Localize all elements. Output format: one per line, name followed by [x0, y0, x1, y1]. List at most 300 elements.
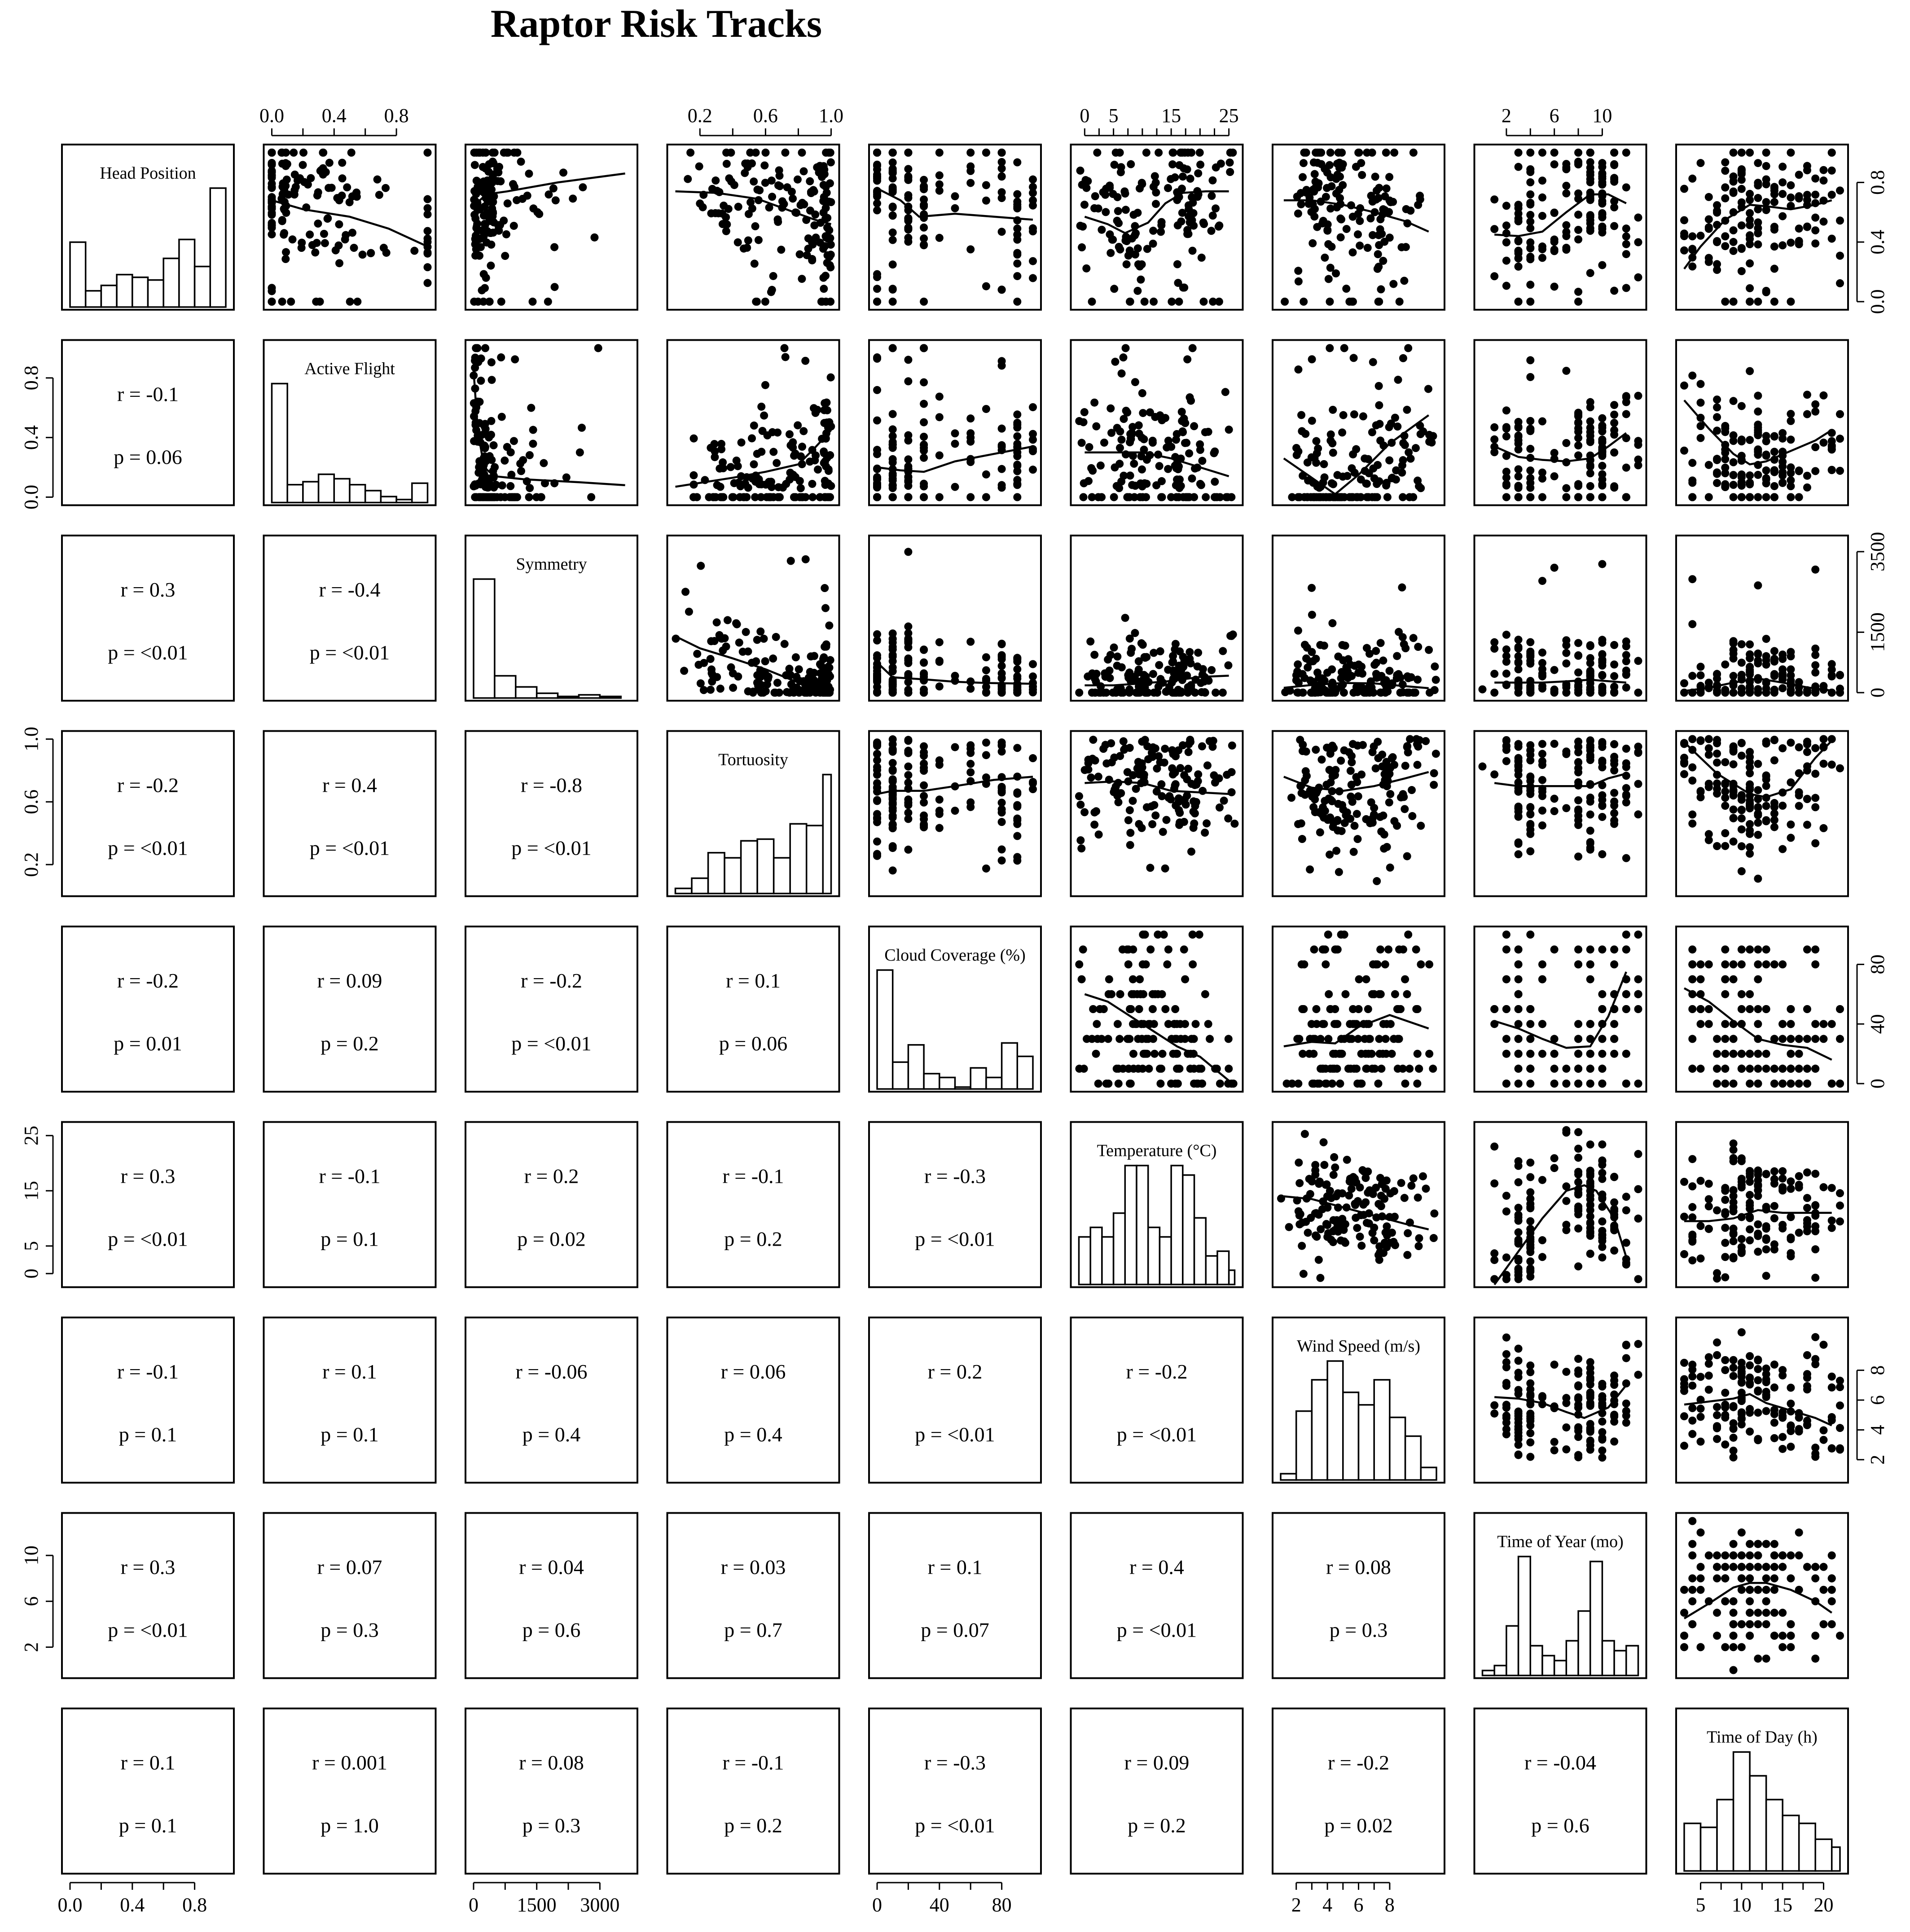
data-point: [792, 653, 800, 661]
data-point: [1431, 663, 1439, 671]
data-point: [1370, 474, 1379, 483]
data-point: [1754, 803, 1762, 811]
data-point: [1574, 452, 1582, 460]
data-point: [1173, 260, 1181, 268]
data-point: [1778, 802, 1787, 810]
hist-bar: [412, 483, 428, 502]
data-point: [1598, 560, 1606, 568]
data-point: [517, 158, 525, 166]
data-point: [1161, 1005, 1169, 1013]
data-point: [889, 689, 897, 697]
data-point: [769, 272, 777, 280]
data-point: [1116, 752, 1124, 760]
data-point: [1738, 791, 1746, 799]
data-point: [1422, 1185, 1430, 1193]
data-point: [1730, 493, 1738, 501]
data-point: [1562, 649, 1570, 657]
hist-bar: [986, 1077, 1002, 1089]
data-point: [1610, 740, 1618, 748]
panel-grid: [20, 105, 1888, 1916]
data-point: [1598, 990, 1606, 998]
data-point: [966, 493, 975, 501]
data-point: [1598, 462, 1606, 470]
data-point: [1088, 298, 1096, 306]
data-point: [1130, 460, 1138, 468]
data-point: [1172, 640, 1180, 648]
data-point: [525, 170, 533, 178]
data-point: [1190, 1080, 1198, 1088]
data-point: [1079, 223, 1087, 231]
data-point: [1697, 975, 1705, 984]
data-point: [424, 195, 432, 203]
data-point: [1502, 757, 1510, 765]
data-point: [1372, 647, 1380, 655]
data-point: [802, 555, 810, 563]
data-point: [1721, 689, 1729, 697]
data-point: [1385, 457, 1393, 465]
data-point: [1550, 283, 1559, 291]
data-point: [1713, 670, 1721, 678]
data-point: [1298, 835, 1306, 843]
data-point: [904, 799, 912, 807]
data-point: [1586, 686, 1594, 694]
data-point: [1078, 975, 1086, 984]
data-point: [1811, 645, 1819, 653]
data-point: [1634, 441, 1642, 449]
data-point: [1109, 190, 1117, 198]
data-point: [920, 799, 928, 807]
data-point: [1526, 746, 1534, 754]
data-point: [1366, 689, 1374, 697]
data-point: [1310, 212, 1318, 220]
data-point: [1387, 1020, 1395, 1028]
data-point: [1430, 1209, 1438, 1217]
hist-bar: [474, 579, 495, 698]
data-point: [1149, 227, 1157, 235]
data-point: [298, 244, 306, 252]
panel-r3-c9: [1676, 536, 1848, 701]
data-point: [1538, 960, 1546, 968]
data-point: [1490, 1005, 1498, 1013]
hist-bar: [350, 485, 365, 503]
data-point: [821, 399, 829, 407]
correlation-r: r = 0.1: [726, 969, 781, 992]
data-point: [1342, 285, 1350, 293]
data-point: [1343, 673, 1351, 681]
data-point: [685, 608, 693, 616]
data-point: [1688, 820, 1696, 828]
data-point: [1013, 820, 1021, 828]
data-point: [1383, 184, 1391, 193]
data-point: [382, 249, 391, 257]
data-point: [1502, 631, 1510, 639]
data-point: [729, 684, 737, 692]
data-point: [1770, 1080, 1778, 1088]
data-point: [1746, 763, 1754, 771]
data-point: [1201, 428, 1209, 436]
data-point: [1746, 799, 1754, 808]
data-point: [479, 298, 487, 306]
data-point: [1526, 652, 1534, 660]
data-point: [1598, 657, 1606, 665]
data-point: [1407, 455, 1415, 463]
data-point: [904, 654, 912, 663]
data-point: [1688, 476, 1696, 484]
data-point: [768, 193, 776, 201]
data-point: [751, 222, 760, 230]
data-point: [1746, 650, 1754, 659]
data-point: [1538, 788, 1546, 796]
data-point: [287, 298, 295, 306]
data-point: [1811, 668, 1819, 676]
data-point: [1354, 149, 1362, 157]
hist-bar: [908, 1045, 924, 1089]
data-point: [689, 471, 698, 479]
data-point: [1153, 689, 1161, 697]
data-point: [1819, 166, 1827, 174]
data-point: [1526, 356, 1534, 364]
data-point: [1349, 1173, 1357, 1181]
data-point: [1610, 483, 1618, 492]
data-point: [1586, 436, 1594, 444]
data-point: [1187, 847, 1195, 856]
data-point: [1224, 814, 1232, 822]
data-point: [1157, 1065, 1165, 1073]
data-point: [1102, 184, 1110, 193]
data-point: [1787, 149, 1795, 157]
data-point: [1178, 184, 1186, 193]
data-point: [1697, 663, 1705, 671]
data-point: [1538, 761, 1546, 769]
panel-frame: [1475, 926, 1647, 1092]
data-point: [774, 215, 782, 224]
data-point: [1013, 801, 1021, 809]
data-point: [1075, 689, 1083, 697]
data-point: [768, 428, 777, 436]
hist-bar: [210, 188, 226, 307]
data-point: [1502, 493, 1510, 501]
data-point: [1730, 805, 1738, 813]
data-point: [1403, 1251, 1411, 1259]
data-point: [1811, 1065, 1819, 1073]
scatter-points: [1680, 367, 1844, 501]
data-point: [1622, 657, 1630, 665]
data-point: [1787, 417, 1795, 425]
data-point: [1634, 1185, 1642, 1193]
data-point: [1114, 1020, 1122, 1028]
data-point: [966, 414, 975, 422]
data-point: [1746, 471, 1754, 479]
data-point: [700, 686, 708, 694]
data-point: [1355, 975, 1363, 984]
data-point: [559, 169, 567, 177]
data-point: [889, 493, 897, 501]
panel-r5-c7: [1273, 926, 1445, 1092]
data-point: [1688, 945, 1696, 953]
data-point: [470, 482, 478, 490]
data-point: [1137, 990, 1145, 998]
data-point: [1598, 671, 1606, 679]
data-point: [1211, 493, 1219, 501]
data-point: [342, 231, 350, 239]
data-point: [873, 796, 881, 804]
hist-bar: [1171, 1166, 1183, 1285]
data-point: [1526, 224, 1534, 232]
hist-bar: [1159, 1237, 1171, 1285]
data-point: [1770, 672, 1778, 680]
data-point: [1225, 1065, 1233, 1073]
data-point: [1417, 822, 1425, 830]
data-point: [1526, 255, 1534, 263]
data-point: [904, 377, 912, 385]
hist-bar: [955, 1087, 971, 1089]
data-point: [1343, 1156, 1351, 1164]
data-point: [1183, 493, 1191, 501]
data-point: [1013, 773, 1021, 781]
data-point: [1738, 739, 1746, 747]
data-point: [1705, 780, 1713, 788]
data-point: [1201, 829, 1209, 837]
data-point: [1795, 689, 1803, 697]
data-point: [1326, 493, 1334, 501]
data-point: [1526, 804, 1534, 812]
data-point: [1550, 160, 1559, 168]
data-point: [1417, 960, 1425, 968]
data-point: [1622, 493, 1630, 501]
data-point: [1515, 850, 1523, 858]
data-point: [889, 228, 897, 237]
data-point: [1502, 432, 1510, 440]
data-point: [1754, 657, 1762, 665]
data-point: [1586, 1141, 1594, 1149]
data-point: [1574, 1225, 1582, 1233]
data-point: [1216, 804, 1224, 812]
data-point: [1819, 218, 1827, 226]
data-point: [1803, 748, 1811, 756]
data-point: [502, 230, 510, 238]
data-point: [1574, 668, 1582, 676]
data-point: [1356, 217, 1364, 225]
data-point: [1787, 463, 1795, 471]
data-point: [529, 426, 537, 434]
data-point: [1754, 392, 1762, 400]
data-point: [889, 783, 897, 791]
hist-bar: [1125, 1166, 1137, 1285]
data-point: [1425, 646, 1433, 654]
data-point: [1209, 298, 1217, 306]
data-point: [290, 149, 298, 157]
panel-r4-c5: [869, 731, 1041, 896]
data-point: [1770, 1065, 1778, 1073]
data-point: [1562, 641, 1570, 650]
data-point: [741, 159, 749, 167]
data-point: [488, 376, 496, 384]
data-point: [1332, 847, 1340, 855]
data-point: [904, 737, 912, 745]
data-point: [1819, 176, 1827, 184]
data-point: [1762, 802, 1770, 810]
data-point: [299, 161, 307, 169]
data-point: [1730, 437, 1738, 445]
data-point: [578, 424, 586, 432]
variable-label: Symmetry: [516, 555, 587, 574]
correlation-r: r = -0.4: [319, 578, 381, 602]
data-point: [873, 161, 881, 169]
data-point: [1124, 1035, 1133, 1043]
data-point: [1138, 179, 1146, 187]
data-point: [506, 482, 514, 490]
data-point: [1622, 1080, 1630, 1088]
data-point: [1836, 279, 1844, 287]
hist-bar: [924, 1074, 940, 1089]
data-point: [1562, 1080, 1570, 1088]
data-point: [1354, 1197, 1362, 1205]
data-point: [982, 653, 990, 661]
panel-frame: [869, 1122, 1041, 1287]
data-point: [1574, 226, 1582, 234]
data-point: [1622, 233, 1630, 241]
data-point: [1730, 814, 1738, 822]
data-point: [1376, 945, 1384, 953]
data-point: [1598, 470, 1606, 479]
data-point: [1713, 238, 1721, 246]
data-point: [1634, 1150, 1642, 1158]
data-point: [1300, 674, 1308, 682]
panel-r2-c3: [465, 340, 637, 505]
data-point: [1610, 1020, 1618, 1028]
data-point: [1380, 238, 1388, 246]
hist-bar: [132, 277, 148, 307]
data-point: [1795, 791, 1803, 799]
data-point: [1738, 245, 1746, 253]
data-point: [744, 484, 752, 492]
data-point: [1343, 472, 1351, 480]
scatter-points: [1287, 735, 1440, 885]
hist-bar: [86, 291, 101, 307]
data-point: [1340, 931, 1348, 939]
panel-frame: [264, 731, 436, 896]
hist-bar: [1090, 1227, 1102, 1284]
data-point: [1515, 149, 1523, 157]
data-point: [1598, 945, 1606, 953]
panel-r6-c4: [667, 1122, 839, 1287]
data-point: [507, 448, 515, 457]
data-point: [1803, 1005, 1811, 1013]
data-point: [1219, 647, 1227, 655]
hist-bar: [823, 775, 831, 894]
data-point: [1721, 975, 1729, 984]
data-point: [693, 650, 701, 658]
data-point: [697, 562, 705, 570]
data-point: [806, 177, 814, 185]
data-point: [1375, 420, 1383, 428]
data-point: [1326, 298, 1334, 306]
data-point: [716, 685, 724, 693]
data-point: [1175, 1065, 1183, 1073]
data-point: [495, 225, 503, 233]
data-point: [1622, 671, 1630, 679]
data-point: [748, 434, 756, 442]
data-point: [1328, 479, 1336, 487]
data-point: [935, 824, 944, 832]
data-point: [1762, 466, 1770, 474]
data-point: [1329, 406, 1337, 414]
hist-bar: [1183, 1175, 1194, 1285]
data-point: [1350, 822, 1358, 830]
data-point: [1586, 493, 1594, 501]
data-point: [1189, 960, 1197, 968]
data-point: [1323, 1192, 1331, 1200]
data-point: [1762, 817, 1770, 825]
panel-r2-c1: [62, 340, 234, 505]
data-point: [1574, 441, 1582, 449]
data-point: [1688, 672, 1696, 680]
data-point: [1385, 173, 1393, 181]
data-point: [684, 175, 692, 183]
data-point: [519, 456, 527, 464]
data-point: [1294, 267, 1302, 275]
data-point: [322, 168, 330, 176]
data-point: [1526, 281, 1534, 289]
data-point: [827, 373, 835, 382]
data-point: [1370, 661, 1379, 669]
data-point: [1713, 779, 1721, 787]
data-point: [935, 795, 944, 804]
data-point: [1342, 663, 1350, 671]
data-point: [1598, 850, 1606, 858]
data-point: [789, 438, 797, 446]
data-point: [1515, 163, 1523, 171]
data-point: [998, 483, 1006, 492]
data-point: [727, 663, 735, 672]
data-point: [1811, 1035, 1819, 1043]
data-point: [1746, 1065, 1754, 1073]
data-point: [1281, 688, 1289, 696]
data-point: [820, 162, 828, 170]
data-point: [1688, 811, 1696, 819]
data-point: [1320, 813, 1328, 821]
data-point: [1381, 689, 1389, 697]
data-point: [773, 679, 782, 687]
data-point: [1526, 689, 1534, 697]
data-point: [1515, 652, 1523, 660]
data-point: [1080, 408, 1089, 416]
data-point: [1080, 493, 1088, 501]
data-point: [526, 451, 534, 459]
data-point: [1754, 408, 1762, 416]
data-point: [1574, 796, 1582, 804]
data-point: [794, 176, 802, 184]
data-point: [359, 250, 367, 259]
data-point: [1526, 756, 1534, 764]
data-point: [1155, 149, 1163, 157]
data-point: [333, 194, 341, 202]
data-point: [1013, 259, 1021, 268]
data-point: [1115, 243, 1123, 251]
data-point: [1341, 819, 1349, 827]
data-point: [1598, 435, 1606, 443]
data-point: [982, 197, 990, 205]
data-point: [484, 182, 492, 190]
data-point: [1126, 672, 1134, 680]
data-point: [935, 682, 944, 690]
data-point: [761, 657, 769, 665]
data-point: [935, 493, 944, 501]
data-point: [1185, 748, 1193, 756]
data-point: [1347, 793, 1355, 801]
data-point: [759, 427, 767, 435]
data-point: [424, 263, 432, 271]
